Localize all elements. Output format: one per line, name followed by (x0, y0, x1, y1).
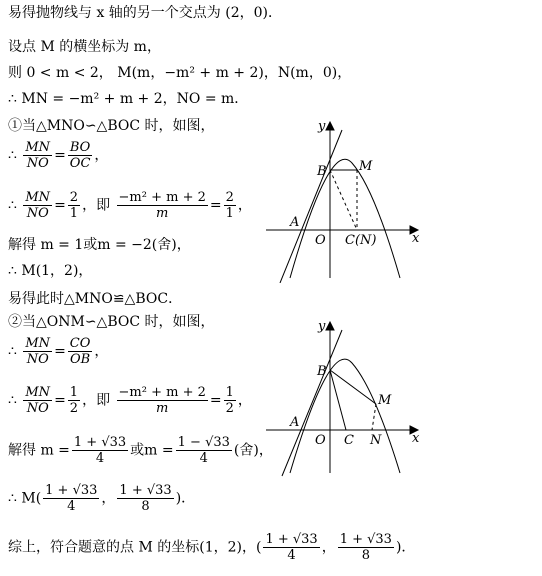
point-m-case2: ∴ M( $\frac{1 + √33}{4}$ ， $\frac{1 + √33}{8}$ )． (8, 483, 196, 514)
fraction-quadratic-m: $\frac{\text{−m² + m + 2}}{m}$ (118, 190, 206, 221)
fraction-root-minus: $\frac{1 - √33}{4}$ (177, 435, 230, 466)
fraction-root-plus: $\frac{1 + √33}{4}$ (73, 435, 127, 466)
equation-line-case2: ∴ $\frac{MN}{NO}$ = $\frac{1}{2}$ ，即 $\frac{\text{−m² + m + 2}}{m}$ = $\frac{1}{2}$ ， (8, 385, 252, 416)
solution-line-2: 设点 M 的横坐标为 m， (8, 39, 161, 55)
x-axis-label: x (412, 431, 420, 446)
point-cn-label: C(N) (345, 233, 377, 248)
solution-line-3: 则 0 < m < 2， M(m，−m² + m + 2)，N(m，0)， (8, 65, 352, 81)
point-a-label: A (290, 215, 300, 230)
origin-label: O (315, 433, 326, 448)
segment-bc-dashed (330, 170, 357, 230)
y-axis-arrow (326, 322, 334, 330)
fraction-mn-no: $\frac{MN}{NO}$ (25, 140, 51, 171)
fraction-mn-no: $\frac{MN}{NO}$ (25, 336, 51, 367)
segment-bm (330, 370, 376, 404)
fraction-my: $\frac{1 + √33}{8}$ (339, 532, 392, 563)
fraction-1-2: $\frac{1}{2}$ (69, 385, 79, 416)
segment-bc (330, 370, 346, 430)
point-m-case1: ∴ M(1，2)， (8, 263, 93, 279)
y-axis-arrow (326, 122, 334, 130)
case-one-heading: ①当△MNO∽△BOC 时，如图， (8, 118, 215, 134)
line-ab (280, 130, 342, 283)
fraction-2-1: $\frac{2}{1}$ (69, 190, 79, 221)
solution-line-1: 易得抛物线与 x 轴的另一个交点为 (2，0)． (8, 5, 282, 21)
y-axis-label: y (318, 119, 326, 134)
fraction-bo-oc: $\frac{BO}{OC}$ (69, 140, 91, 171)
fraction-1-2: $\frac{1}{2}$ (225, 385, 234, 416)
solve-line-case2: 解得 m = $\frac{1 + √33}{4}$ 或m = $\frac{1 - √33}{4}$ (舍)， (8, 435, 273, 466)
conclusion-line: 综上，符合题意的点 M 的坐标(1，2)，( $\frac{1 + √33}{4}$ ， $\frac{1 + √33}{8}$ )． (8, 532, 416, 563)
origin-label: O (315, 233, 326, 248)
solution-line-4: ∴ MN = −m² + m + 2，NO = m． (8, 91, 249, 107)
line-ab (282, 330, 342, 476)
x-axis-label: x (412, 231, 420, 246)
solve-line-case1: 解得 m = 1或m = −2(舍)， (8, 237, 191, 253)
point-c-label: C (344, 433, 354, 448)
equation-line-case1: ∴ $\frac{MN}{NO}$ = $\frac{2}{1}$ ，即 $\frac{\text{−m² + m + 2}}{m}$ = $\frac{2}{1}$ ， (8, 190, 252, 221)
point-b-label: B (317, 364, 327, 379)
figure-case-two (260, 318, 430, 478)
point-n-label: N (370, 433, 382, 448)
fraction-2-1: $\frac{2}{1}$ (225, 190, 234, 221)
point-b-label: B (317, 164, 327, 179)
fraction-mx: $\frac{1 + √33}{4}$ (265, 532, 318, 563)
point-a-label: A (290, 415, 300, 430)
fraction-co-ob: $\frac{CO}{OB}$ (69, 336, 91, 367)
congruence-line: 易得此时△MNO≌△BOC． (8, 291, 183, 307)
ratio-line-case1: ∴ $\frac{MN}{NO}$ = $\frac{BO}{OC}$ ， (8, 140, 109, 171)
fraction-quadratic-m: $\frac{\text{−m² + m + 2}}{m}$ (118, 385, 206, 416)
point-m-label: M (359, 159, 373, 174)
figure-case-one (260, 118, 430, 283)
fraction-mn-no: $\frac{MN}{NO}$ (25, 190, 51, 221)
fraction-mn-no: $\frac{MN}{NO}$ (25, 385, 51, 416)
ratio-line-case2: ∴ $\frac{MN}{NO}$ = $\frac{CO}{OB}$ ， (8, 336, 109, 367)
fraction-my: $\frac{1 + √33}{8}$ (119, 483, 172, 514)
fraction-mx: $\frac{1 + √33}{4}$ (45, 483, 98, 514)
y-axis-label: y (318, 319, 326, 334)
case-two-heading: ②当△ONM∽△BOC 时，如图， (8, 314, 215, 330)
therefore-symbol: ∴ (8, 147, 17, 164)
segment-mn-dashed (372, 404, 376, 430)
point-m-label: M (378, 393, 392, 408)
